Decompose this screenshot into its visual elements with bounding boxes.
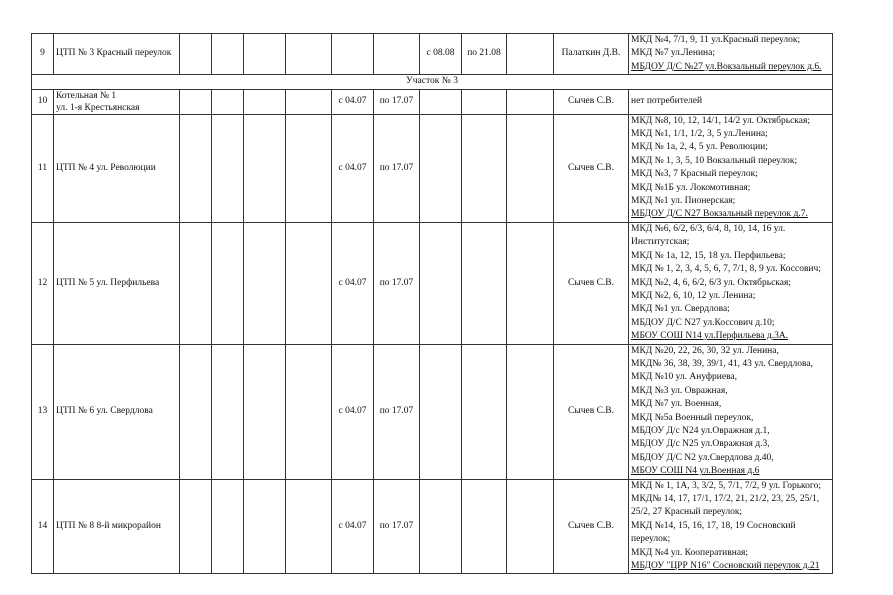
consumers-list: МКД №20, 22, 26, 30, 32 ул. Ленина, МКД№ 36, 38, 39, 39/1, 41, 43 ул. Свердлова, МКД №10 ул. Ануфриева, МКД №3 ул. Овражная, МКД №7 ул. Военная, МКД №5а Военный переулок, МБДОУ Д/с N24 ул.Овражная д.1, МБДОУ Д/с N25 ул.Овражная д.3, МБДОУ Д/С N2 ул.Свердлова д.40, МБОУ СОШ N4 ул.Военная д.6 bbox=[629, 344, 833, 479]
consumers-list: МКД №4, 7/1, 9, 11 ул.Красный переулок; МКД №7 ул.Ленина; МБДОУ Д/С №27 ул.Вокзальный переулок д.6. bbox=[629, 34, 833, 75]
start-date: с 04.07 bbox=[332, 222, 374, 344]
object-name: ЦТП № 4 ул. Революции bbox=[54, 114, 180, 222]
table-row bbox=[32, 34, 833, 75]
row-number: 11 bbox=[32, 114, 54, 222]
empty-cell bbox=[420, 89, 462, 114]
object-name: ЦТП № 5 ул. Перфильева bbox=[54, 222, 180, 344]
start-date: с 08.08 bbox=[420, 34, 462, 75]
empty-cell bbox=[212, 344, 244, 479]
empty-cell bbox=[212, 89, 244, 114]
responsible-person: Сычев С.В. bbox=[554, 479, 629, 574]
empty-cell bbox=[212, 222, 244, 344]
empty-cell bbox=[244, 344, 286, 479]
row-number: 13 bbox=[32, 344, 54, 479]
empty-cell bbox=[212, 479, 244, 574]
empty-cell bbox=[462, 479, 507, 574]
empty-cell bbox=[507, 89, 554, 114]
end-date: по 17.07 bbox=[374, 344, 420, 479]
empty-cell bbox=[180, 344, 212, 479]
empty-cell bbox=[507, 479, 554, 574]
consumers-list: МКД №6, 6/2, 6/3, 6/4, 8, 10, 14, 16 ул. Институтская; МКД № 1а, 12, 15, 18 ул. Перфильева; МКД № 1, 2, 3, 4, 5, 6, 7, 7/1, 8, 9 ул. Коссович; МКД №2, 4, 6, 6/2, 6/3 ул. Октябрьская; МКД №2, 6, 10, 12 ул. Ленина; МКД №1 ул. Свердлова; МБДОУ Д/С N27 ул.Коссович д.10; МБОУ СОШ N14 ул.Перфильева д.3А. bbox=[629, 222, 833, 344]
empty-cell bbox=[462, 344, 507, 479]
row-number: 14 bbox=[32, 479, 54, 574]
empty-cell bbox=[180, 222, 212, 344]
empty-cell bbox=[374, 34, 420, 75]
section-row bbox=[32, 75, 833, 89]
empty-cell bbox=[212, 34, 244, 75]
empty-cell bbox=[462, 89, 507, 114]
end-date: по 17.07 bbox=[374, 89, 420, 114]
row-number: 12 bbox=[32, 222, 54, 344]
responsible-person: Сычев С.В. bbox=[554, 344, 629, 479]
empty-cell bbox=[286, 34, 332, 75]
section-header: Участок № 3 bbox=[32, 75, 833, 89]
consumers-list: МКД № 1, 1А, 3, 3/2, 5, 7/1, 7/2, 9 ул. Горького; МКД№ 14, 17, 17/1, 17/2, 21, 21/2, 23, 25, 25/1, 25/2, 27 Красный переулок; МКД №14, 15, 16, 17, 18, 19 Сосновский переулок; МКД №4 ул. Кооперативная; МБДОУ "ЦРР N16" Сосновский переулок д.21 bbox=[629, 479, 833, 574]
schedule-table bbox=[31, 33, 833, 574]
object-name: ЦТП № 8 8-й микрорайон bbox=[54, 479, 180, 574]
empty-cell bbox=[180, 34, 212, 75]
table-row bbox=[32, 89, 833, 114]
object-name: ЦТП № 3 Красный переулок bbox=[54, 34, 180, 75]
table-row bbox=[32, 479, 833, 574]
row-number: 10 bbox=[32, 89, 54, 114]
empty-cell bbox=[507, 222, 554, 344]
empty-cell bbox=[420, 479, 462, 574]
start-date: с 04.07 bbox=[332, 479, 374, 574]
empty-cell bbox=[244, 222, 286, 344]
empty-cell bbox=[507, 344, 554, 479]
empty-cell bbox=[420, 222, 462, 344]
end-date: по 17.07 bbox=[374, 479, 420, 574]
empty-cell bbox=[212, 114, 244, 222]
responsible-person: Сычев С.В. bbox=[554, 89, 629, 114]
empty-cell bbox=[507, 114, 554, 222]
empty-cell bbox=[286, 89, 332, 114]
start-date: с 04.07 bbox=[332, 344, 374, 479]
empty-cell bbox=[462, 222, 507, 344]
start-date: с 04.07 bbox=[332, 114, 374, 222]
table-row bbox=[32, 114, 833, 222]
empty-cell bbox=[244, 89, 286, 114]
empty-cell bbox=[286, 114, 332, 222]
empty-cell bbox=[420, 114, 462, 222]
empty-cell bbox=[420, 344, 462, 479]
consumers-list: нет потребителей bbox=[629, 89, 833, 114]
empty-cell bbox=[507, 34, 554, 75]
empty-cell bbox=[286, 222, 332, 344]
end-date: по 21.08 bbox=[462, 34, 507, 75]
responsible-person: Сычев С.В. bbox=[554, 114, 629, 222]
empty-cell bbox=[244, 479, 286, 574]
end-date: по 17.07 bbox=[374, 222, 420, 344]
empty-cell bbox=[286, 344, 332, 479]
empty-cell bbox=[332, 34, 374, 75]
table-row bbox=[32, 344, 833, 479]
end-date: по 17.07 bbox=[374, 114, 420, 222]
start-date: с 04.07 bbox=[332, 89, 374, 114]
empty-cell bbox=[180, 479, 212, 574]
empty-cell bbox=[180, 114, 212, 222]
object-name: ЦТП № 6 ул. Свердлова bbox=[54, 344, 180, 479]
empty-cell bbox=[286, 479, 332, 574]
object-name: Котельная № 1 ул. 1-я Крестьянская bbox=[54, 89, 180, 114]
responsible-person: Палаткин Д.В. bbox=[554, 34, 629, 75]
empty-cell bbox=[244, 114, 286, 222]
empty-cell bbox=[244, 34, 286, 75]
responsible-person: Сычев С.В. bbox=[554, 222, 629, 344]
empty-cell bbox=[180, 89, 212, 114]
table-row bbox=[32, 222, 833, 344]
consumers-list: МКД №8, 10, 12, 14/1, 14/2 ул. Октябрьская; МКД №1, 1/1, 1/2, 3, 5 ул.Ленина; МКД № 1а, 2, 4, 5 ул. Революции; МКД № 1, 3, 5, 10 Вокзальный переулок; МКД №3, 7 Красный переулок; МКД №1Б ул. Локомотивная; МКД №1 ул. Пионерская; МБДОУ Д/С N27 Вокзальный переулок д.7. bbox=[629, 114, 833, 222]
empty-cell bbox=[462, 114, 507, 222]
row-number: 9 bbox=[32, 34, 54, 75]
